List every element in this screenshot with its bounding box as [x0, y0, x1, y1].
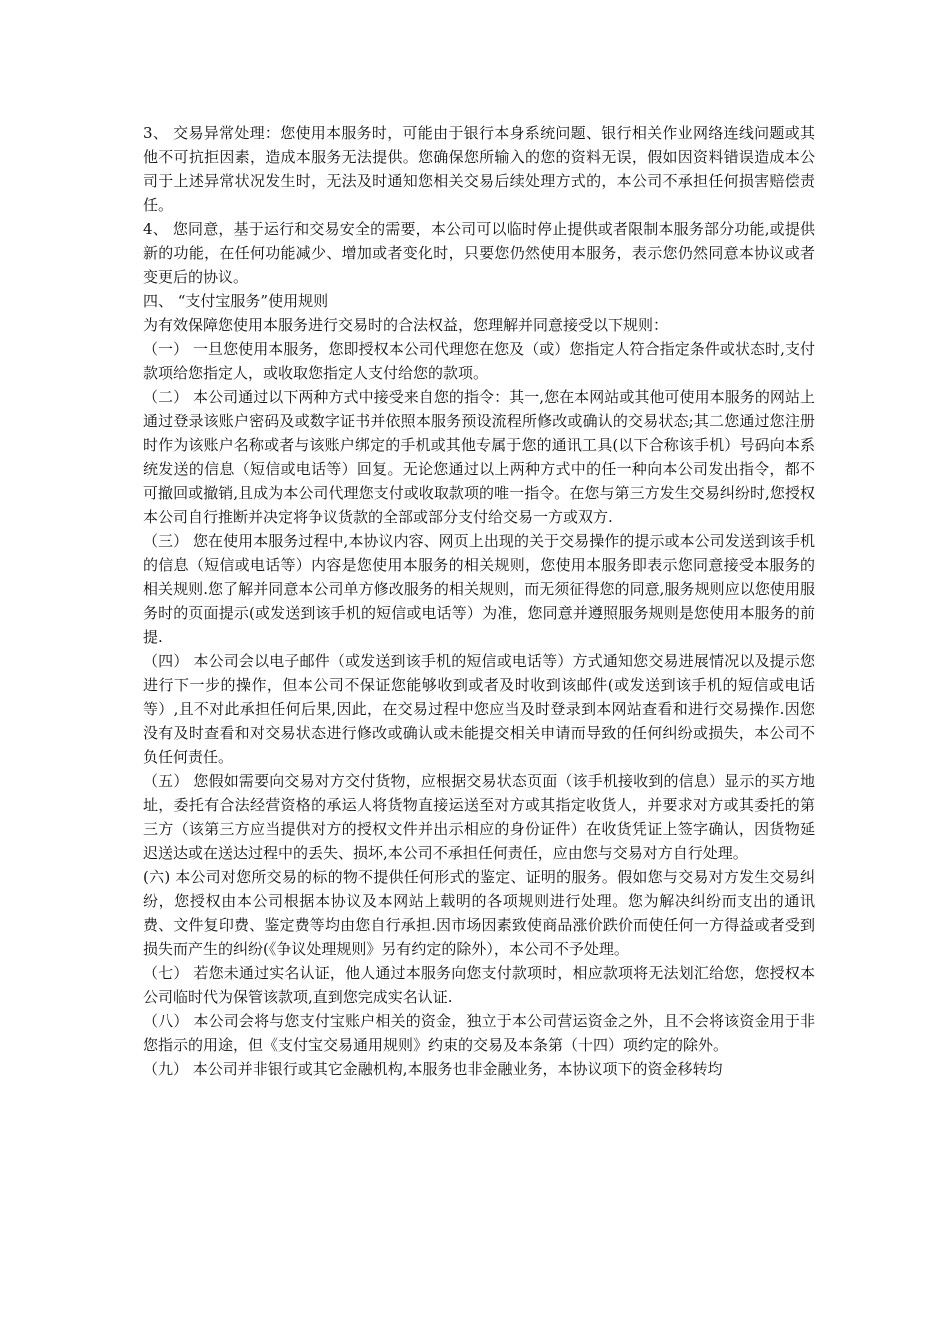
document-body — [143, 121, 815, 1081]
paragraph-rule-2: （二） 本公司通过以下两种方式中接受来自您的指令：其一,您在本网站或其他可使用本服务的网站上通过登录该账户密码及或数字证书并依照本服务预设流程所修改或确认的交易状态;其二您通过您注册时作为该账户名称或者与该账户绑定的手机或其他专属于您的通讯工具(以下合称该手机）号码向本系统发送的信息（短信或电话等）回复。无论您通过以上两种方式中的任一种向本公司发出指令，都不可撤回或撤销,且成为本公司代理您支付或收取款项的唯一指令。在您与第三方发生交易纠纷时,您授权本公司自行推断并决定将争议货款的全部或部分支付给交易一方或双方. — [143, 388, 815, 526]
paragraph-rule-7: （七） 若您未通过实名认证，他人通过本服务向您支付款项时，相应款项将无法划汇给您，您授权本公司临时代为保管该款项,直到您完成实名认证. — [143, 964, 815, 1006]
paragraph-rules-intro: 为有效保障您使用本服务进行交易时的合法权益，您理解并同意接受以下规则： — [143, 316, 669, 334]
paragraph-rule-9: （九） 本公司并非银行或其它金融机构,本服务也非金融业务，本协议项下的资金移转均 — [143, 1060, 723, 1078]
paragraph-rule-5: （五） 您假如需要向交易对方交付货物，应根据交易状态页面（该手机接收到的信息）显示的买方地址，委托有合法经营资格的承运人将货物直接运送至对方或其指定收货人，并要求对方或其委托的第三方（该第三方应当提供对方的授权文件并出示相应的身份证件）在收货凭证上签字确认，因货物延迟送达或在送达过程中的丢失、损坏,本公司不承担任何责任，应由您与交易对方自行处理。 — [143, 772, 815, 862]
section-heading-usage-rules: 四、 “支付宝服务”使用规则 — [143, 292, 329, 310]
paragraph-rule-8: （八） 本公司会将与您支付宝账户相关的资金，独立于本公司营运资金之外，且不会将该资金用于非您指示的用途，但《支付宝交易通用规则》约束的交易及本条第（十四）项约定的除外。 — [143, 1012, 815, 1054]
paragraph-rule-1: （一） 一旦您使用本服务，您即授权本公司代理您在您及（或）您指定人符合指定条件或状态时,支付款项给您指定人，或收取您指定人支付给您的款项。 — [143, 340, 815, 382]
paragraph-rule-4: （四） 本公司会以电子邮件（或发送到该手机的短信或电话等）方式通知您交易进展情况以及提示您进行下一步的操作，但本公司不保证您能够收到或者及时收到该邮件(或发送到该手机的短信或电话等）,且不对此承担任何后果,因此，在交易过程中您应当及时登录到本网站查看和进行交易操作.因您没有及时查看和对交易状态进行修改或确认或未能提交相关申请而导致的任何纠纷或损失，本公司不负任何责任。 — [143, 652, 815, 766]
paragraph-rule-3: （三） 您在使用本服务过程中,本协议内容、网页上出现的关于交易操作的提示或本公司发送到该手机的信息（短信或电话等）内容是您使用本服务的相关规则，您使用本服务即表示您同意接受本服务的相关规则.您了解并同意本公司单方修改服务的相关规则，而无须征得您的同意,服务规则应以您使用服务时的页面提示(或发送到该手机的短信或电话等）为准，您同意并遵照服务规则是您使用本服务的前提. — [143, 532, 815, 646]
paragraph-service-suspension: 4、 您同意，基于运行和交易安全的需要，本公司可以临时停止提供或者限制本服务部分功能,或提供新的功能，在任何功能减少、增加或者变化时，只要您仍然使用本服务，表示您仍然同意本协议或者变更后的协议。 — [143, 220, 815, 286]
paragraph-rule-6: (六) 本公司对您所交易的标的物不提供任何形式的鉴定、证明的服务。假如您与交易对方发生交易纠纷，您授权由本公司根据本协议及本网站上载明的各项规则进行处理。您为解决纠纷而支出的通讯费、文件复印费、鉴定费等均由您自行承担.因市场因素致使商品涨价跌价而使任何一方得益或者受到损失而产生的纠纷(《争议处理规则》另有约定的除外），本公司不予处理。 — [143, 868, 815, 958]
paragraph-transaction-exception: 3、 交易异常处理：您使用本服务时，可能由于银行本身系统问题、银行相关作业网络连线问题或其他不可抗拒因素，造成本服务无法提供。您确保您所输入的您的资料无误，假如因资料错误造成本公司于上述异常状况发生时，无法及时通知您相关交易后续处理方式的，本公司不承担任何损害赔偿责任。 — [143, 124, 815, 214]
